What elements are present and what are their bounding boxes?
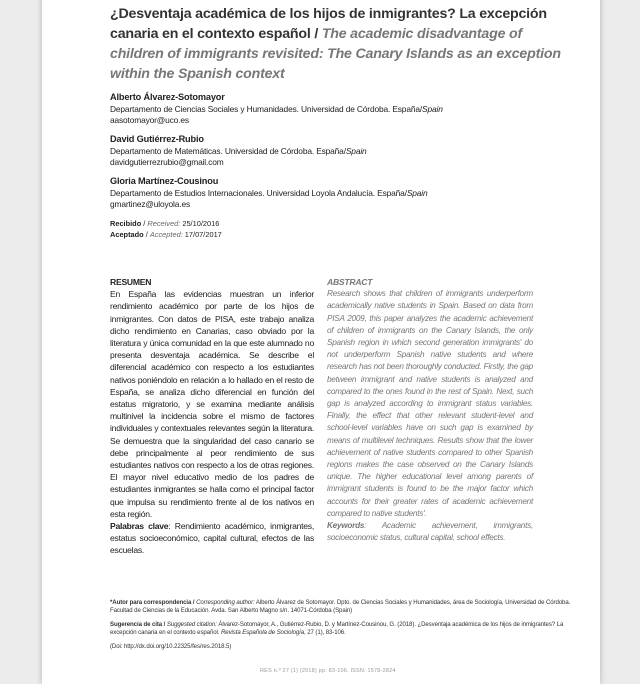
author-block <box>110 92 574 126</box>
author-block <box>110 176 574 210</box>
abstract-columns <box>110 276 574 596</box>
author-block <box>110 134 574 168</box>
submission-dates <box>110 218 574 240</box>
resumen-heading: RESUMEN <box>110 277 152 287</box>
corresponding-author-note: *Autor para correspondencia / Corresponding author: Alberto Álvarez de Sotomayor. Dpto. de Ciencias Sociales y Humanidades, área de Sociología, Universidad de Córdoba. Facultad de Ciencias de la Educación. Avda. San Alberto Magno s/n. 14071-Córdoba (Spain) <box>110 599 571 614</box>
author-email[interactable]: aasotomayor@uco.es <box>110 115 189 125</box>
title-spanish: ¿Desventaja académica de los hijos de inmigrantes? La excepción canaria en el contexto español / <box>110 6 547 42</box>
author-name: David Gutiérrez-Rubio <box>110 134 204 144</box>
author-affiliation: Departamento de Ciencias Sociales y Humanidades. Universidad de Córdoba. España/Spain <box>110 104 443 114</box>
paper-title <box>110 4 574 84</box>
paper-content <box>110 4 574 674</box>
title-english: The academic disadvantage of children of immigrants revisited: The Canary Islands as an exception within the Spanish context <box>110 26 561 82</box>
abstract-heading: ABSTRACT <box>327 277 373 287</box>
abstract-keywords: Keywords: Academic achievement, immigrants, socioeconomic status, cultural capital, school effects. <box>327 521 533 543</box>
author-email[interactable]: gmartinez@uloyola.es <box>110 199 190 209</box>
author-email[interactable]: davidgutierrezrubio@gmail.com <box>110 157 224 167</box>
paper-page <box>42 0 600 684</box>
author-affiliation: Departamento de Estudios Internacionales. Universidad Loyola Andalucía. España/Spain <box>110 188 428 198</box>
footnotes <box>110 599 574 657</box>
resumen-column <box>110 276 314 557</box>
resumen-text: En España las evidencias muestran un inferior rendimiento académico por parte de los hijos de inmigrantes. Con datos de PISA, este trabajo analiza dicho rendimiento en Canarias, caso obviado por la literatura y única comunidad en la que este alumnado no presenta desventaja académica. Se describe el diferencial académico con respecto a los estudiantes nativos poniéndolo en relación a lo hallado en el resto de España, se analiza dicho diferencial en función del estatus migratorio, y se examina mediante análisis multinivel la incidencia sobre el mismo de factores individuales y contextuales relevantes según la literatura. Se demuestra que la singularidad del caso canario se debe principalmente al peor rendimiento de sus estudiantes nativos con respecto a los de otras regiones. El mayor nivel educativo medio de los padres de estudiantes inmigrantes se halla como el principal factor que impulsa su rendimiento frente al de los nativos en esta región. <box>110 289 314 519</box>
abstract-column <box>327 276 533 544</box>
page-footer: RES n.º 27 (1) (2018) pp. 83-106. ISSN: 1578-2824 <box>260 668 396 674</box>
resumen-keywords: Palabras clave: Rendimiento académico, inmigrantes, estatus socioeconómico, capital cultural, efectos de las escuelas. <box>110 521 314 556</box>
received-date: Recibido / Received: 25/10/2016 <box>110 219 220 228</box>
author-name: Gloria Martínez-Cousinou <box>110 176 219 186</box>
citation-note: Sugerencia de cita / Suggested citation: Álvarez-Sotomayor, A., Gutiérrez-Rubio, D. y Martínez-Cousinou, G. (2018). ¿Desventaja académica de los hijos de inmigrantes? La excepción canaria en el contexto español. Revista Española de Sociología, 27 (1), 83-106. <box>110 621 564 636</box>
abstract-text: Research shows that children of immigrants underperform academically native students in Spain. Based on data from PISA 2009, this paper analyzes the academic achievement of children of immigrants on the Canary Islands, the only Spanish region in which second generation immigrants' do not underperform Spanish native students and where research has not been thoroughly conducted. Firstly, the gap between immigrant and native students is analyzed and compared to the ones found in the rest of Spain. Next, such gap is analyzed according to immigrant status variables. Finally, the effect that other relevant student-level and school-level variables have on such gap is examined by means of multilevel techniques. Results show that the lower achievement of native students compared to other Spanish regions makes the case observed on the Canary Islands unique. The higher educational level among parents of immigrant students is found to be the major factor which accounts for their greater rates of academic achievement compared to native students'. <box>327 289 533 518</box>
accepted-date: Aceptado / Accepted: 17/07/2017 <box>110 230 222 239</box>
author-affiliation: Departamento de Matemáticas. Universidad de Córdoba. España/Spain <box>110 146 367 156</box>
author-name: Alberto Álvarez-Sotomayor <box>110 92 225 102</box>
doi-link[interactable]: (Doi: http://dx.doi.org/10.22325/fes/res.2018.5) <box>110 643 232 650</box>
